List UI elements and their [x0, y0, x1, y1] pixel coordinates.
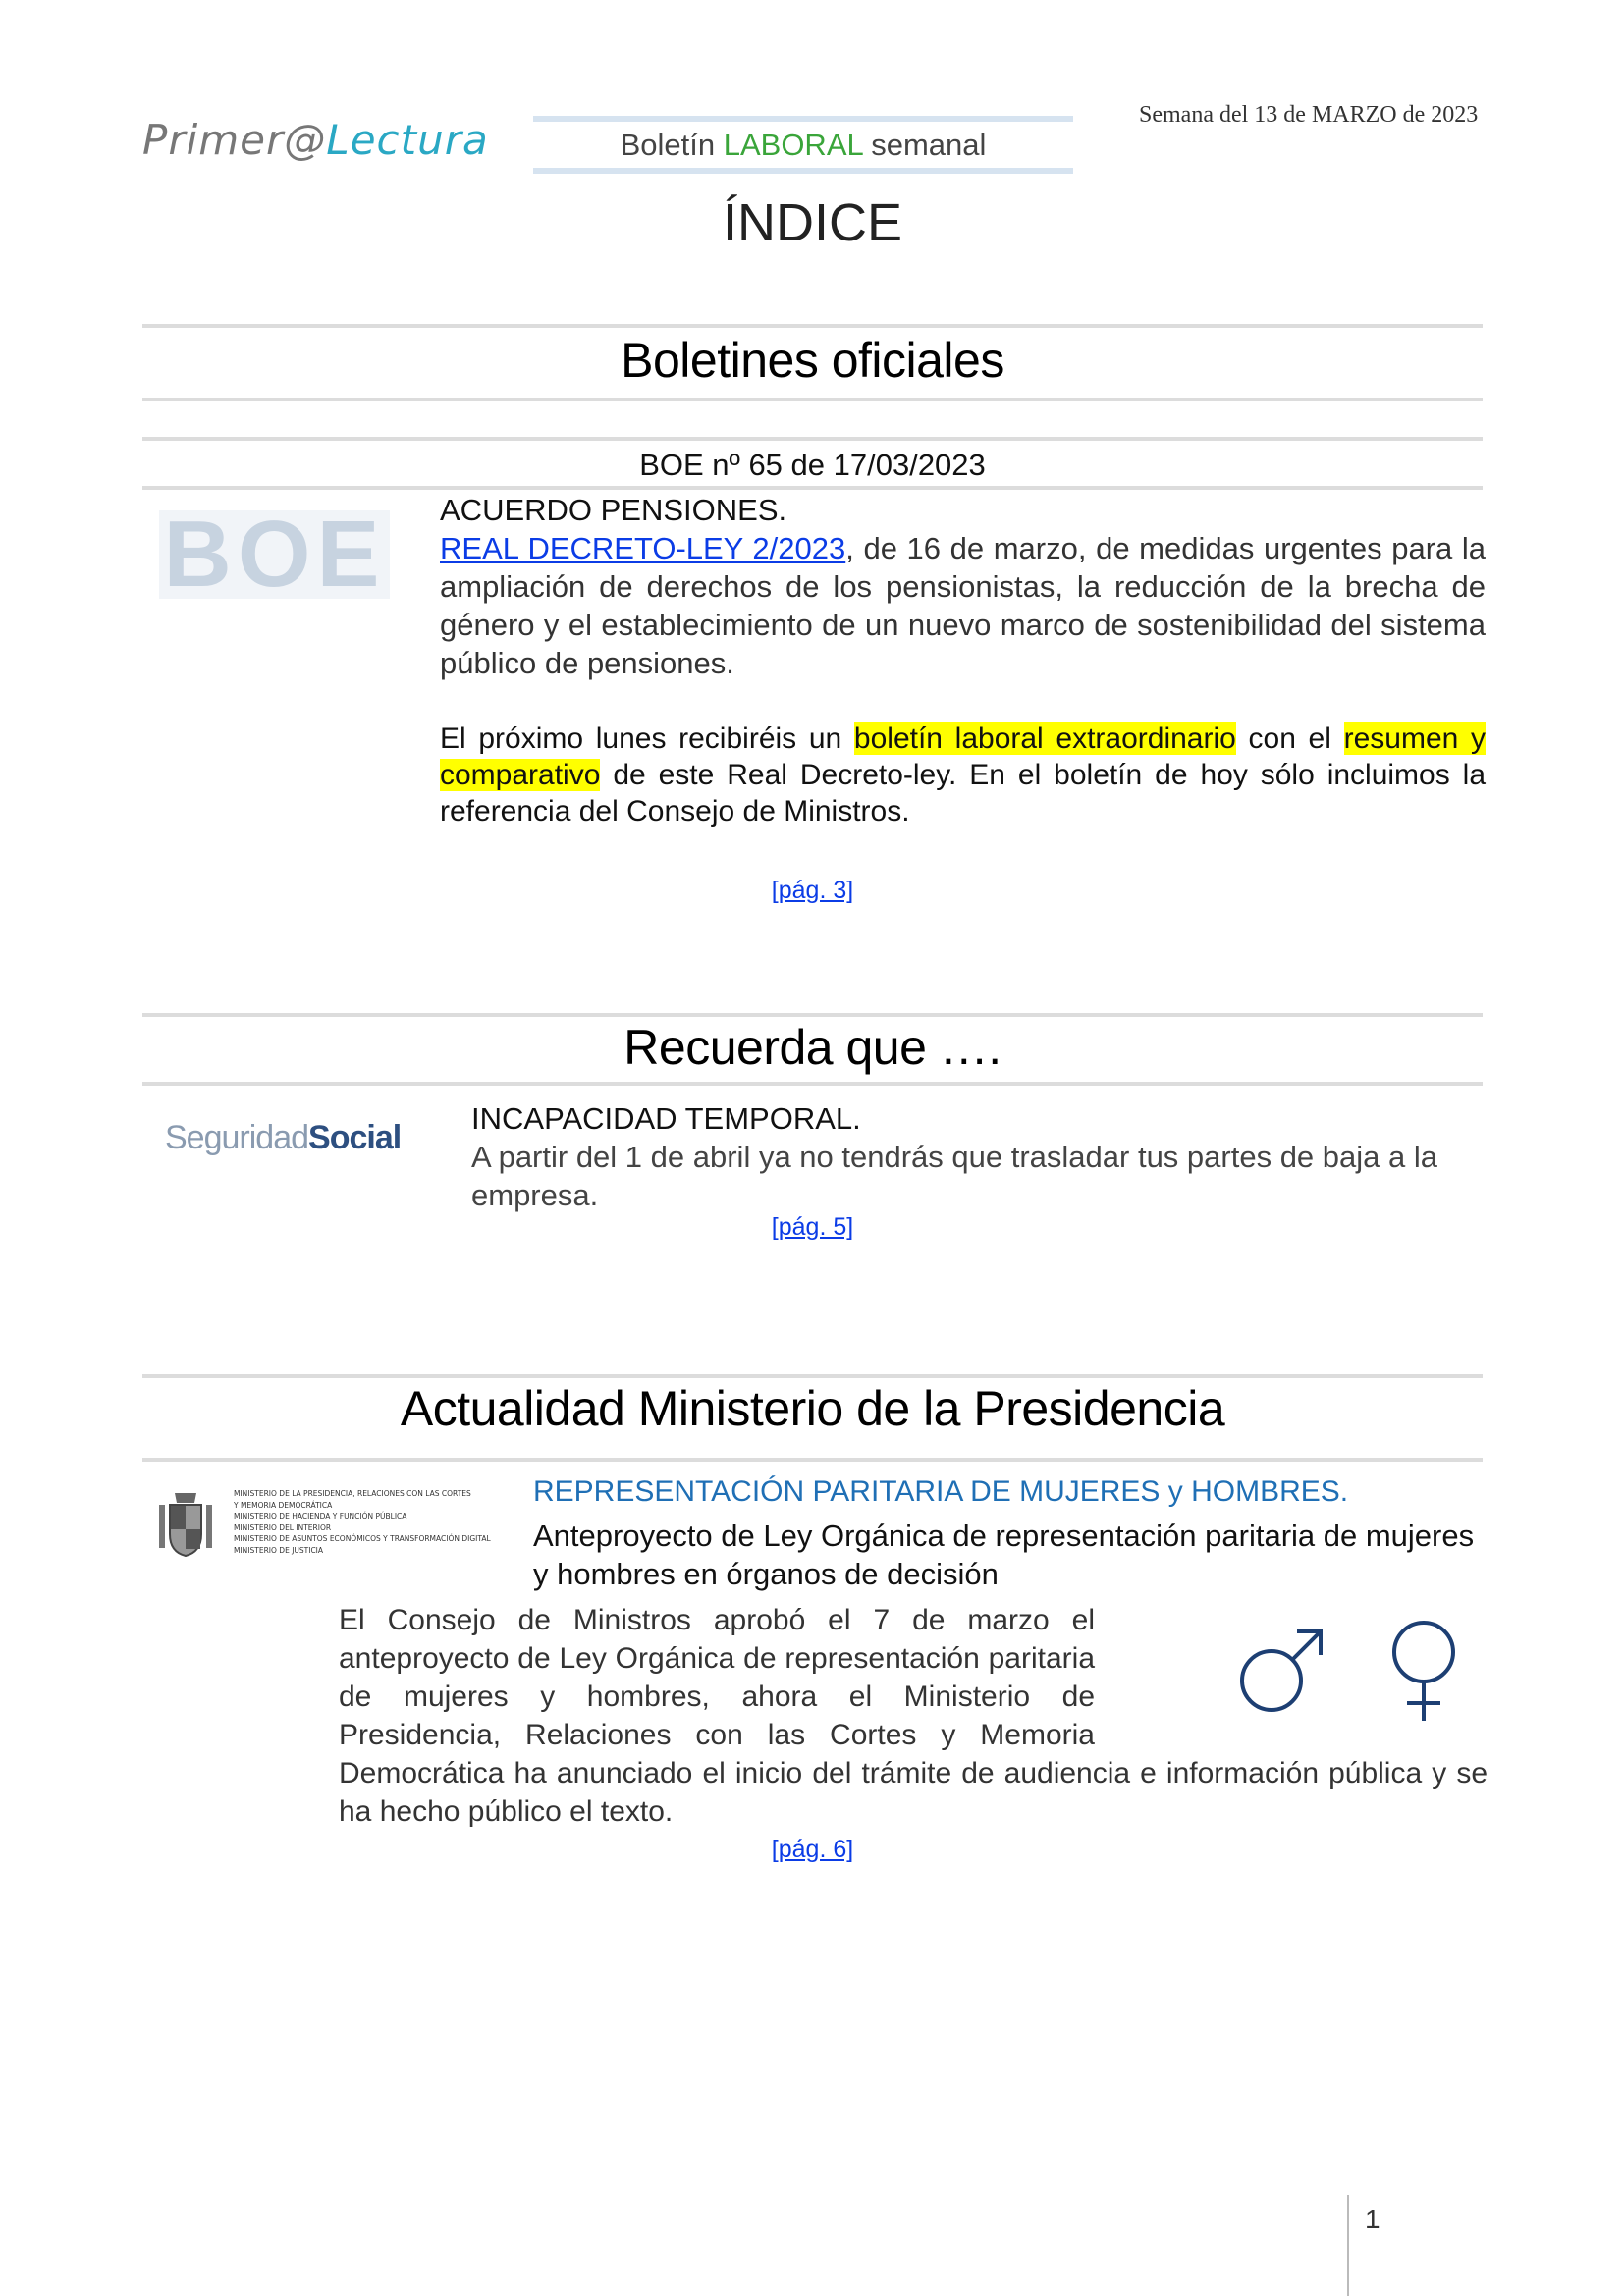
week-label: Semana del 13 de MARZO de 2023: [1139, 102, 1479, 128]
boe-logo-text: BOE: [163, 502, 386, 607]
section-rule: [142, 437, 1483, 441]
section-rule: [142, 1374, 1483, 1378]
section-rule: [142, 324, 1483, 328]
bulletin-suffix: semanal: [862, 128, 987, 162]
boe-logo: [159, 502, 390, 607]
presidencia-item-subtitle: Anteproyecto de Ley Orgánica de representación paritaria de mujeres y hombres en órganos de decisión: [533, 1519, 1475, 1591]
page-link-3[interactable]: [pág. 3]: [771, 877, 854, 904]
ministry-line: MINISTERIO DE JUSTICIA: [234, 1545, 324, 1555]
coat-of-arms-icon: [157, 1487, 214, 1558]
brand-logo-part2: Lectura: [326, 116, 489, 164]
ministry-line: MINISTERIO DE HACIENDA Y FUNCIÓN PÚBLICA: [234, 1512, 407, 1521]
section-rule: [142, 1458, 1483, 1462]
page-link-6[interactable]: [pág. 6]: [771, 1836, 854, 1863]
recuerda-item-title: INCAPACIDAD TEMPORAL.: [471, 1101, 861, 1136]
note-text: de este Real Decreto-ley. En el boletín de hoy sólo incluimos la referencia del Consejo de Ministros.: [440, 759, 1486, 828]
note-text: con el: [1235, 722, 1344, 755]
page-link-wrap: [142, 877, 1483, 905]
ministry-logo: [157, 1487, 511, 1561]
boe-item-title: ACUERDO PENSIONES.: [440, 493, 787, 527]
logo-seguridad: Seguridad: [165, 1119, 309, 1156]
page-link-5[interactable]: [pág. 5]: [771, 1213, 854, 1241]
real-decreto-link[interactable]: REAL DECRETO-LEY 2/2023: [440, 531, 846, 565]
ministry-line: MINISTERIO DEL INTERIOR: [234, 1522, 332, 1532]
section-heading-boletines: Boletines oficiales: [621, 333, 1004, 388]
presidencia-item-title: REPRESENTACIÓN PARITARIA DE MUJERES y HOMBRES.: [533, 1475, 1349, 1508]
brand-logo: [142, 116, 489, 164]
note-text: El próximo lunes recibiréis un: [440, 722, 854, 755]
boe-item-body: [440, 529, 1486, 682]
recuerda-item-body: A partir del 1 de abril ya no tendrás que trasladar tus partes de baja a la empresa.: [471, 1140, 1437, 1212]
section-rule: [142, 1082, 1483, 1086]
logo-social: Social: [308, 1119, 402, 1156]
bulletin-title-bar-top: [533, 116, 1073, 122]
brand-logo-part1: Primer@: [142, 116, 327, 164]
footer-divider: [1347, 2195, 1349, 2296]
boe-item-text: , de 16 de marzo, de medidas urgentes para la ampliación de derechos de los pensionistas, la reducción de la brecha de género y el establecimiento de un nuevo marco de sostenibilidad del sistema público de pensiones.: [440, 531, 1487, 680]
bulletin-title-bar-bottom: [533, 168, 1073, 174]
bulletin-prefix: Boletín: [620, 128, 724, 162]
bulletin-title: [533, 128, 1073, 163]
note-highlight: resumen y comparativo: [440, 722, 1486, 791]
ministry-names: [234, 1488, 491, 1556]
ministry-line: MINISTERIO DE ASUNTOS ECONÓMICOS Y TRANSFORMACIÓN DIGITAL: [234, 1534, 491, 1543]
boe-note: [440, 721, 1486, 829]
page-link-wrap: [142, 1836, 1483, 1864]
ministry-line: MINISTERIO DE LA PRESIDENCIA, RELACIONES CON LAS CORTES: [234, 1489, 471, 1498]
presidencia-item-body: [339, 1601, 1488, 1831]
section-heading-recuerda: Recuerda que ….: [623, 1020, 1001, 1075]
section-rule: [142, 486, 1483, 490]
section-rule: [142, 398, 1483, 401]
presidencia-body-text: El Consejo de Ministros aprobó el 7 de marzo el anteproyecto de Ley Orgánica de representación paritaria de mujeres y hombres, ahora el Ministerio de Presidencia, Relaciones con las Cortes y Memoria Democrática ha anunciado el inicio del trámite de audiencia e información pública y se ha hecho público el texto.: [339, 1604, 1488, 1828]
section-rule: [142, 1013, 1483, 1017]
seguridad-social-logo: [165, 1119, 401, 1157]
ministry-line: Y MEMORIA DEMOCRÁTICA: [234, 1500, 333, 1510]
section-heading-presidencia: Actualidad Ministerio de la Presidencia: [400, 1381, 1225, 1436]
bulletin-laboral: LABORAL: [723, 128, 863, 162]
page-number: 1: [1365, 2204, 1380, 2234]
index-title: ÍNDICE: [722, 193, 902, 252]
boe-date: BOE nº 65 de 17/03/2023: [639, 448, 986, 482]
page-link-wrap: [142, 1213, 1483, 1242]
note-highlight: boletín laboral extraordinario: [853, 722, 1236, 755]
